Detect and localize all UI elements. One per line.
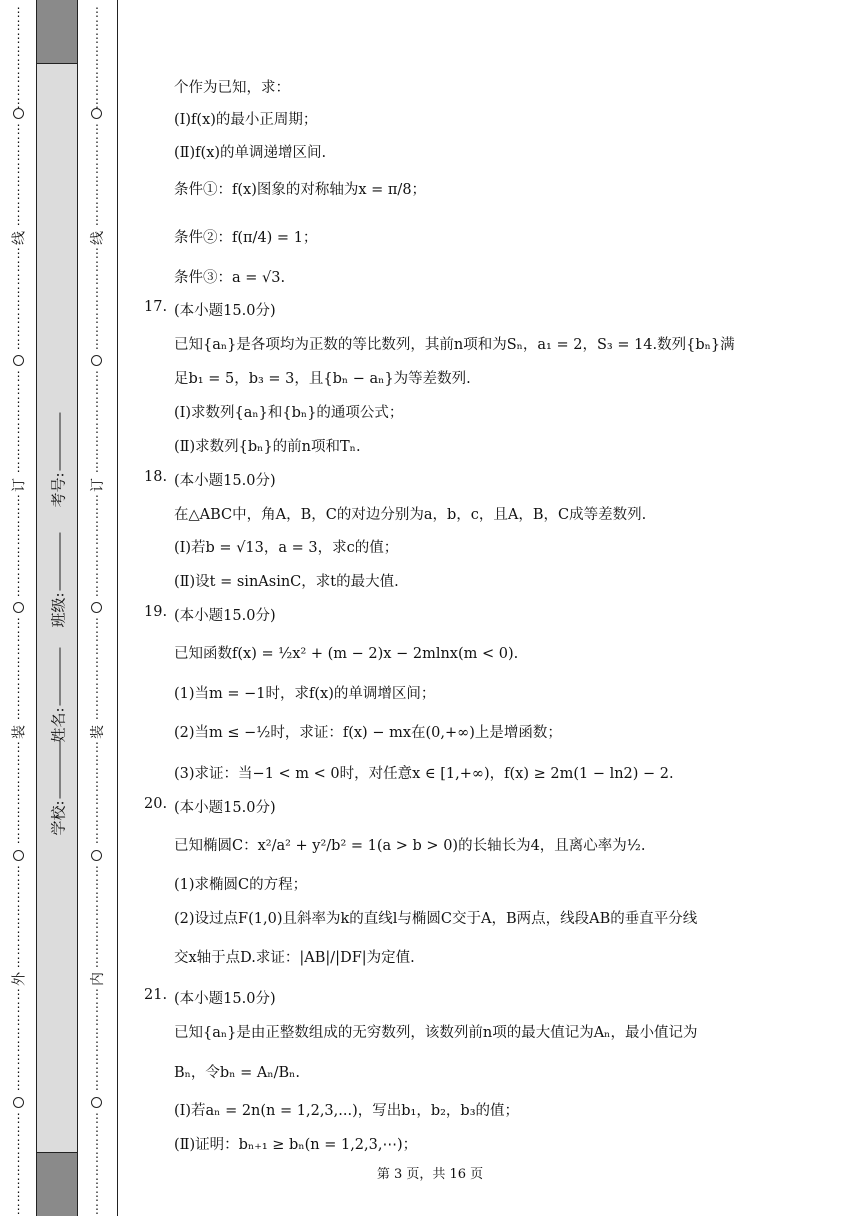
- dotted-seal-line: ⋮: [12, 18, 25, 32]
- outer-seal-label: 装: [11, 725, 28, 739]
- dotted-seal-line: ⋮: [91, 324, 103, 338]
- dotted-seal-line: ⋮: [12, 532, 25, 546]
- dotted-seal-line: ⋮: [91, 460, 103, 474]
- dotted-seal-line: ⋮: [91, 864, 103, 878]
- dotted-seal-line: ⋮: [12, 1078, 25, 1092]
- dotted-seal-line: ⋮: [12, 558, 25, 572]
- dotted-seal-line: ⋮: [91, 831, 103, 845]
- dotted-seal-line: ⋮: [91, 285, 103, 299]
- question-line: 足b₁ = 5，b₃ = 3，且{bₙ − aₙ}为等差数列.: [174, 371, 471, 387]
- dotted-seal-line: ⋮: [91, 18, 103, 32]
- dotted-seal-line: ⋮: [91, 1150, 103, 1164]
- dotted-seal-line: ⋮: [12, 929, 25, 943]
- dotted-seal-line: ⋮: [91, 57, 103, 71]
- dotted-seal-line: ⋮: [91, 1065, 103, 1079]
- dotted-seal-line: ⋮: [91, 1078, 103, 1092]
- dotted-seal-line: ⋮: [12, 311, 25, 325]
- dotted-seal-line: ⋮: [12, 694, 25, 708]
- condition-2: 条件②：f(π/4) = 1；: [174, 230, 318, 246]
- dotted-seal-line: ⋮: [91, 506, 103, 520]
- question-line: 已知椭圆C：x²/a² + y²/b² = 1(a > b > 0)的长轴长为4，且离心率为½.: [174, 838, 646, 854]
- dotted-seal-line: ⋮: [12, 135, 25, 149]
- dotted-seal-line: ⋮: [91, 259, 103, 273]
- page-footer: 第 3 页，共 16 页: [376, 1167, 484, 1182]
- dotted-seal-line: ⋮: [12, 571, 25, 585]
- dotted-seal-line: ⋮: [91, 5, 103, 19]
- dotted-seal-line: ⋮: [12, 434, 25, 448]
- dotted-seal-line: ⋮: [91, 1026, 103, 1040]
- dotted-seal-line: ⋮: [91, 903, 103, 917]
- dotted-seal-line: ⋮: [12, 5, 25, 19]
- dotted-seal-line: ⋮: [12, 1111, 25, 1125]
- dotted-seal-line: ⋮: [12, 805, 25, 819]
- dotted-seal-line: ⋮: [91, 44, 103, 58]
- seal-circle-icon: [91, 108, 102, 119]
- outer-seal-label: 线: [11, 231, 28, 245]
- dotted-seal-line: ⋮: [91, 337, 103, 351]
- dotted-seal-line: ⋮: [12, 395, 25, 409]
- question-header: (本小题15.0分): [174, 800, 276, 816]
- question-header: (本小题15.0分): [174, 608, 276, 624]
- dotted-seal-line: ⋮: [91, 1111, 103, 1125]
- dotted-seal-line: ⋮: [91, 200, 103, 214]
- dotted-seal-line: ⋮: [12, 1202, 25, 1216]
- seal-circle-icon: [13, 850, 24, 861]
- dotted-seal-line: ⋮: [91, 1189, 103, 1203]
- dotted-seal-line: ⋮: [12, 148, 25, 162]
- dotted-seal-line: ⋮: [91, 298, 103, 312]
- dotted-seal-line: ⋮: [91, 434, 103, 448]
- seal-circle-icon: [13, 108, 24, 119]
- dotted-seal-line: ⋮: [12, 1039, 25, 1053]
- dotted-seal-line: ⋮: [91, 135, 103, 149]
- dotted-seal-line: ⋮: [12, 1026, 25, 1040]
- dotted-seal-line: ⋮: [91, 766, 103, 780]
- dotted-seal-line: ⋮: [12, 1124, 25, 1138]
- dotted-seal-line: ⋮: [91, 519, 103, 533]
- dotted-seal-line: ⋮: [12, 655, 25, 669]
- dotted-seal-line: ⋮: [91, 584, 103, 598]
- dotted-seal-line: ⋮: [12, 890, 25, 904]
- dotted-seal-line: ⋮: [91, 122, 103, 136]
- dotted-seal-line: ⋮: [91, 493, 103, 507]
- dotted-seal-line: ⋮: [91, 148, 103, 162]
- question-number: 17.: [144, 299, 168, 315]
- outer-seal-label: 订: [11, 478, 28, 492]
- dotted-seal-line: ⋮: [12, 298, 25, 312]
- dotted-seal-line: ⋮: [12, 1137, 25, 1151]
- dotted-seal-line: ⋮: [12, 519, 25, 533]
- dotted-seal-line: ⋮: [91, 629, 103, 643]
- dotted-seal-line: ⋮: [12, 831, 25, 845]
- question-line: (Ⅰ)求数列{aₙ}和{bₙ}的通项公式；: [174, 405, 404, 421]
- dotted-seal-line: ⋮: [12, 681, 25, 695]
- dotted-seal-line: ⋮: [12, 1163, 25, 1177]
- dotted-seal-line: ⋮: [12, 766, 25, 780]
- dotted-seal-line: ⋮: [12, 83, 25, 97]
- dotted-seal-line: ⋮: [91, 916, 103, 930]
- inner-seal-label: 内: [90, 972, 106, 986]
- seal-circle-icon: [13, 355, 24, 366]
- condition-3: 条件③：a = √3.: [174, 270, 286, 286]
- dotted-seal-line: ⋮: [12, 779, 25, 793]
- dotted-seal-line: ⋮: [91, 1163, 103, 1177]
- question-header: (本小题15.0分): [174, 303, 276, 319]
- dotted-seal-line: ⋮: [12, 246, 25, 260]
- info-column-top-block: [37, 0, 77, 64]
- dotted-seal-line: ⋮: [91, 1000, 103, 1014]
- dotted-seal-line: ⋮: [91, 890, 103, 904]
- seal-circle-icon: [13, 602, 24, 613]
- dotted-seal-line: ⋮: [91, 395, 103, 409]
- dotted-seal-line: ⋮: [12, 1176, 25, 1190]
- dotted-seal-line: ⋮: [12, 460, 25, 474]
- dotted-seal-line: ⋮: [91, 70, 103, 84]
- dotted-seal-line: ⋮: [91, 31, 103, 45]
- dotted-seal-line: ⋮: [12, 584, 25, 598]
- dotted-seal-line: ⋮: [91, 1202, 103, 1216]
- dotted-seal-line: ⋮: [12, 877, 25, 891]
- dotted-seal-line: ⋮: [91, 1137, 103, 1151]
- dotted-seal-line: ⋮: [12, 1065, 25, 1079]
- dotted-seal-line: ⋮: [12, 421, 25, 435]
- dotted-seal-line: ⋮: [12, 285, 25, 299]
- intro-part-1: (Ⅰ)f(x)的最小正周期；: [174, 112, 318, 128]
- dotted-seal-line: ⋮: [91, 929, 103, 943]
- question-number: 20.: [144, 796, 168, 812]
- question-line: 已知函数f(x) = ½x² + (m − 2)x − 2mlnx(m < 0).: [174, 646, 519, 662]
- dotted-seal-line: ⋮: [12, 96, 25, 110]
- question-number: 19.: [144, 604, 168, 620]
- question-line: (Ⅱ)设t = sinAsinC，求t的最大值.: [174, 574, 399, 590]
- dotted-seal-line: ⋮: [12, 818, 25, 832]
- question-number: 21.: [144, 987, 168, 1003]
- field-class-label: 班级:: [49, 592, 67, 628]
- dotted-seal-line: ⋮: [12, 955, 25, 969]
- dotted-seal-line: ⋮: [91, 558, 103, 572]
- question-line: 在△ABC中，角A，B，C的对边分别为a，b，c，且A，B，C成等差数列.: [174, 507, 647, 523]
- dotted-seal-line: ⋮: [12, 1013, 25, 1027]
- dotted-seal-line: ⋮: [91, 187, 103, 201]
- question-line: (2)当m ≤ −½时，求证：f(x) − mx在(0,+∞)上是增函数；: [174, 725, 562, 741]
- dotted-seal-line: ⋮: [12, 272, 25, 286]
- dotted-seal-line: ⋮: [91, 792, 103, 806]
- binding-margin: [0, 0, 118, 1216]
- seal-circle-icon: [91, 1097, 102, 1108]
- dotted-seal-line: ⋮: [91, 382, 103, 396]
- dotted-seal-line: ⋮: [12, 707, 25, 721]
- dotted-seal-line: ⋮: [12, 122, 25, 136]
- dotted-seal-line: ⋮: [12, 174, 25, 188]
- dotted-seal-line: ⋮: [91, 740, 103, 754]
- dotted-seal-line: ⋮: [12, 324, 25, 338]
- dotted-seal-line: ⋮: [91, 1052, 103, 1066]
- dotted-seal-line: ⋮: [91, 642, 103, 656]
- dotted-seal-line: ⋮: [12, 616, 25, 630]
- question-header: (本小题15.0分): [174, 473, 276, 489]
- dotted-seal-line: ⋮: [12, 903, 25, 917]
- dotted-seal-line: ⋮: [91, 83, 103, 97]
- question-line: 已知{aₙ}是由正整数组成的无穷数列，该数列前n项的最大值记为Aₙ，最小值记为: [174, 1025, 698, 1041]
- dotted-seal-line: ⋮: [12, 337, 25, 351]
- dotted-seal-line: ⋮: [91, 408, 103, 422]
- dotted-seal-line: ⋮: [91, 96, 103, 110]
- dotted-seal-line: ⋮: [12, 259, 25, 273]
- question-line: Bₙ，令bₙ = Aₙ/Bₙ.: [174, 1065, 301, 1081]
- dotted-seal-line: ⋮: [12, 916, 25, 930]
- dotted-seal-line: ⋮: [12, 753, 25, 767]
- dotted-seal-line: ⋮: [91, 571, 103, 585]
- dotted-seal-line: ⋮: [12, 213, 25, 227]
- dotted-seal-line: ⋮: [12, 792, 25, 806]
- question-line: (Ⅰ)若aₙ = 2n(n = 1,2,3,...)，写出b₁，b₂，b₃的值；: [174, 1103, 520, 1119]
- dotted-seal-line: ⋮: [12, 1150, 25, 1164]
- dotted-seal-line: ⋮: [91, 681, 103, 695]
- field-school-label: 学校:: [49, 800, 67, 836]
- dotted-seal-line: ⋮: [91, 447, 103, 461]
- dotted-seal-line: ⋮: [12, 447, 25, 461]
- dotted-seal-line: ⋮: [12, 864, 25, 878]
- dotted-seal-line: ⋮: [12, 1000, 25, 1014]
- dotted-seal-line: ⋮: [12, 1189, 25, 1203]
- question-line: (3)求证：当−1 < m < 0时，对任意x ∈ [1,+∞)，f(x) ≥ 2m(1 − ln2) − 2.: [174, 766, 674, 782]
- dotted-seal-line: ⋮: [91, 818, 103, 832]
- question-line: (1)当m = −1时，求f(x)的单调增区间；: [174, 686, 436, 702]
- question-line: (Ⅱ)证明：bₙ₊₁ ≥ bₙ(n = 1,2,3,⋯)；: [174, 1137, 418, 1153]
- seal-circle-icon: [13, 1097, 24, 1108]
- dotted-seal-line: ⋮: [91, 532, 103, 546]
- dotted-seal-line: ⋮: [12, 1052, 25, 1066]
- dotted-seal-line: ⋮: [91, 213, 103, 227]
- outer-seal-label: 外: [11, 972, 28, 986]
- inner-seal-label: 订: [90, 478, 106, 492]
- dotted-seal-line: ⋮: [91, 805, 103, 819]
- dotted-seal-line: ⋮: [91, 421, 103, 435]
- dotted-seal-line: ⋮: [12, 187, 25, 201]
- dotted-seal-line: ⋮: [12, 382, 25, 396]
- dotted-seal-line: ⋮: [91, 707, 103, 721]
- dotted-seal-line: ⋮: [12, 942, 25, 956]
- dotted-seal-line: ⋮: [12, 506, 25, 520]
- dotted-seal-line: ⋮: [91, 877, 103, 891]
- question-line: (2)设过点F(1,0)且斜率为k的直线l与椭圆C交于A，B两点，线段AB的垂直平分线: [174, 911, 698, 927]
- dotted-seal-line: ⋮: [91, 955, 103, 969]
- question-line: 已知{aₙ}是各项均为正数的等比数列，其前n项和为Sₙ，a₁ = 2，S₃ = 14.数列{bₙ}满: [174, 337, 735, 353]
- dotted-seal-line: ⋮: [91, 1124, 103, 1138]
- question-number: 18.: [144, 469, 168, 485]
- dotted-seal-line: ⋮: [12, 161, 25, 175]
- dotted-seal-line: ⋮: [12, 57, 25, 71]
- dotted-seal-line: ⋮: [91, 161, 103, 175]
- inner-seal-strip: [78, 0, 116, 1216]
- dotted-seal-line: ⋮: [12, 668, 25, 682]
- dotted-seal-line: ⋮: [12, 31, 25, 45]
- seal-circle-icon: [91, 355, 102, 366]
- dotted-seal-line: ⋮: [91, 369, 103, 383]
- dotted-seal-line: ⋮: [12, 987, 25, 1001]
- intro-line: 个作为已知，求：: [174, 80, 290, 96]
- dotted-seal-line: ⋮: [91, 942, 103, 956]
- dotted-seal-line: ⋮: [12, 493, 25, 507]
- dotted-seal-line: ⋮: [12, 545, 25, 559]
- dotted-seal-line: ⋮: [91, 668, 103, 682]
- dotted-seal-line: ⋮: [91, 1039, 103, 1053]
- question-line: (1)求椭圆C的方程；: [174, 877, 308, 893]
- dotted-seal-line: ⋮: [12, 408, 25, 422]
- question-line: (Ⅰ)若b = √13，a = 3，求c的值；: [174, 540, 399, 556]
- dotted-seal-line: ⋮: [91, 655, 103, 669]
- dotted-seal-line: ⋮: [12, 642, 25, 656]
- dotted-seal-line: ⋮: [91, 174, 103, 188]
- outer-seal-strip: [0, 0, 37, 1216]
- question-line: 交x轴于点D.求证：|AB|/|DF|为定值.: [174, 950, 415, 966]
- dotted-seal-line: ⋮: [12, 740, 25, 754]
- dotted-seal-line: ⋮: [12, 629, 25, 643]
- inner-seal-label: 线: [90, 231, 106, 245]
- dotted-seal-line: ⋮: [91, 1013, 103, 1027]
- dotted-seal-line: ⋮: [91, 1176, 103, 1190]
- dotted-seal-line: ⋮: [91, 545, 103, 559]
- dotted-seal-line: ⋮: [12, 200, 25, 214]
- dotted-seal-line: ⋮: [91, 616, 103, 630]
- dotted-seal-line: ⋮: [91, 311, 103, 325]
- dotted-seal-line: ⋮: [91, 779, 103, 793]
- seal-circle-icon: [91, 850, 102, 861]
- info-column-bottom-block: [37, 1152, 77, 1216]
- field-name-label: 姓名:: [49, 707, 67, 743]
- dotted-seal-line: ⋮: [91, 246, 103, 260]
- seal-circle-icon: [91, 602, 102, 613]
- dotted-seal-line: ⋮: [12, 44, 25, 58]
- question-line: (Ⅱ)求数列{bₙ}的前n项和Tₙ.: [174, 439, 361, 455]
- field-exam-number-label: 考号:: [49, 472, 67, 508]
- dotted-seal-line: ⋮: [12, 70, 25, 84]
- dotted-seal-line: ⋮: [12, 369, 25, 383]
- intro-part-2: (Ⅱ)f(x)的单调递增区间.: [174, 145, 327, 161]
- question-header: (本小题15.0分): [174, 991, 276, 1007]
- dotted-seal-line: ⋮: [91, 753, 103, 767]
- condition-1: 条件①：f(x)图象的对称轴为x = π/8；: [174, 182, 427, 198]
- dotted-seal-line: ⋮: [91, 987, 103, 1001]
- inner-seal-label: 装: [90, 725, 106, 739]
- dotted-seal-line: ⋮: [91, 272, 103, 286]
- dotted-seal-line: ⋮: [91, 694, 103, 708]
